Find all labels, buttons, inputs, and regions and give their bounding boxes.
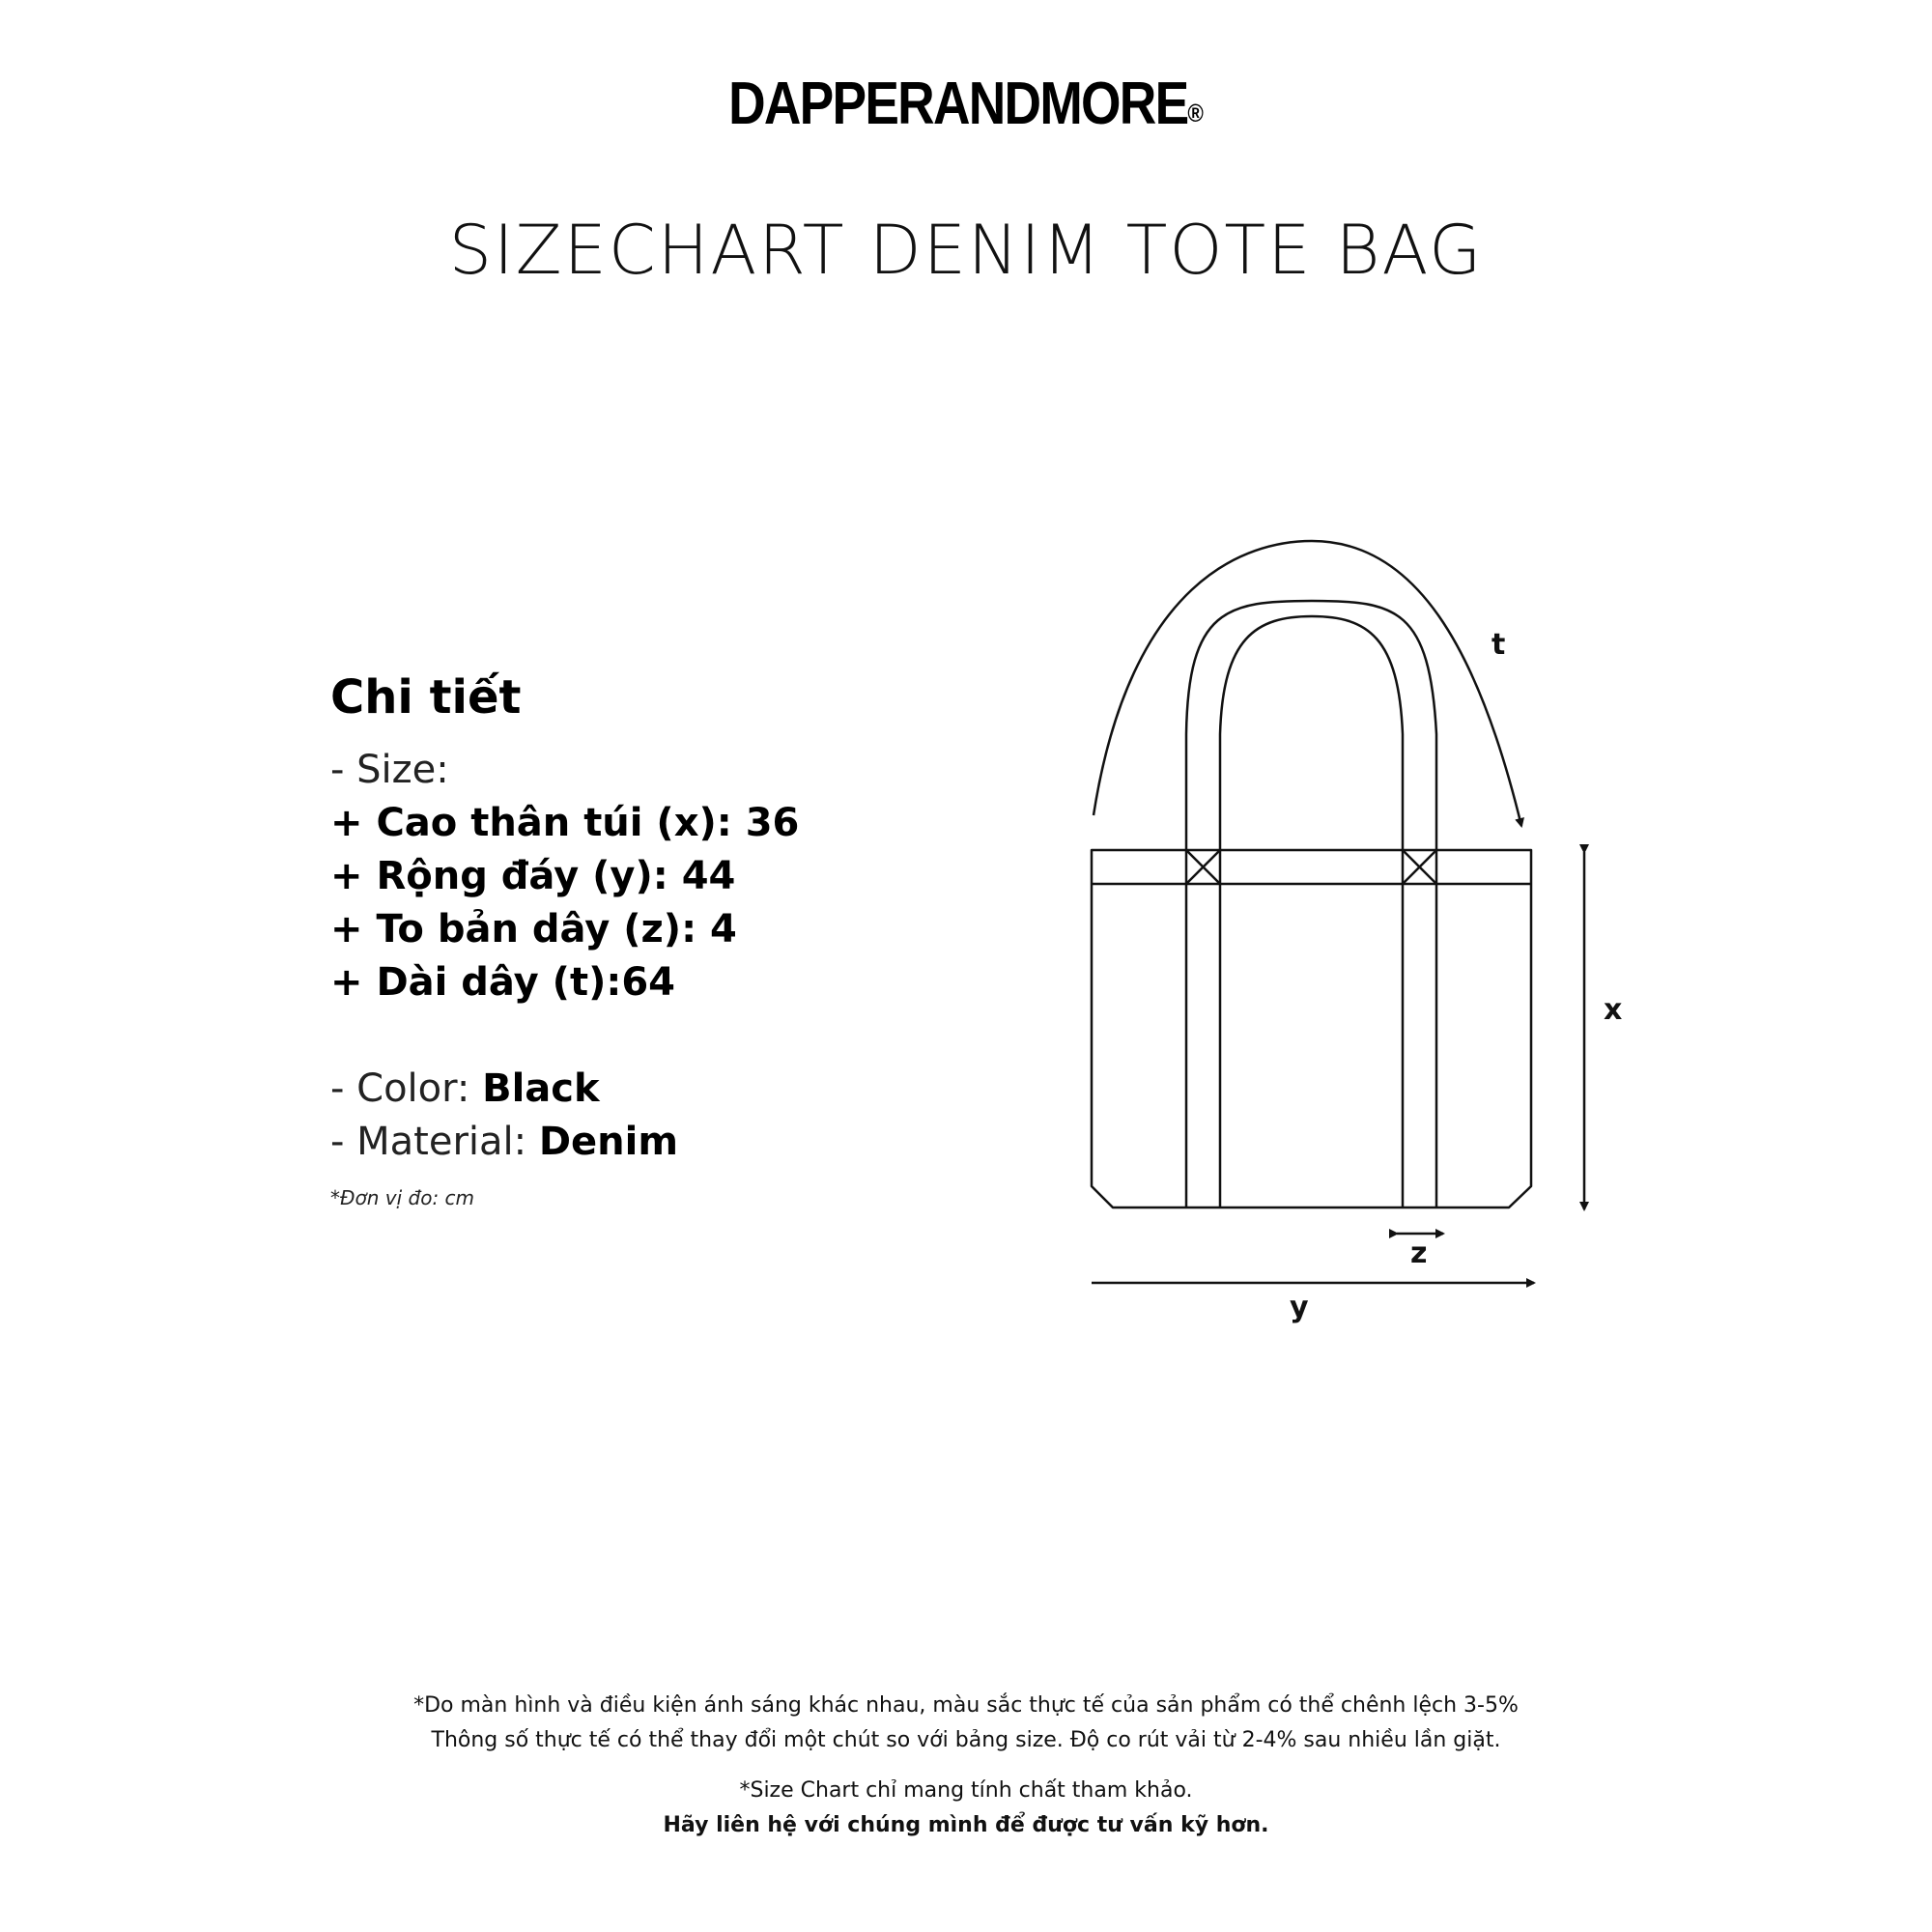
size-strap-width: + To bản dây (z): 4 [330, 907, 737, 952]
size-label: - Size: [330, 748, 449, 792]
handle-inner [1220, 616, 1403, 850]
material-row [330, 1116, 1065, 1169]
material-label: - Material: [330, 1120, 539, 1164]
size-strap-length: + Dài dây (t):64 [330, 960, 676, 1005]
color-label: - Color: [330, 1066, 483, 1111]
brand-logo [135, 70, 1797, 138]
registered-mark: ® [1187, 99, 1204, 128]
label-z: z [1410, 1236, 1428, 1270]
arrow-t [1094, 541, 1521, 826]
footer-notes [0, 1689, 1932, 1843]
footer-line-2: Thông số thực tế có thể thay đổi một chút so với bảng size. Độ co rút vải từ 2-4% sau nhiều lần giặt. [431, 1728, 1501, 1752]
label-x: x [1604, 993, 1623, 1027]
color-row [330, 1063, 1065, 1116]
brand-name: DAPPERANDMORE [728, 71, 1188, 137]
color-value: Black [482, 1066, 600, 1111]
unit-note: *Đơn vị đo: cm [330, 1186, 475, 1209]
label-t: t [1492, 628, 1506, 662]
tote-bag-diagram [1063, 531, 1681, 1333]
size-height: + Cao thân túi (x): 36 [330, 801, 800, 845]
bag-body [1092, 850, 1531, 1208]
label-y: y [1290, 1291, 1309, 1324]
page-title: SIZECHART DENIM TOTE BAG [448, 211, 1484, 290]
footer-line-1: *Do màn hình và điều kiện ánh sáng khác nhau, màu sắc thực tế của sản phẩm có thể chênh lệch 3-5% [413, 1693, 1519, 1718]
handle-outer [1186, 601, 1436, 850]
size-width: + Rộng đáy (y): 44 [330, 854, 736, 898]
details-panel [330, 670, 1065, 1209]
footer-line-4: Hãy liên hệ với chúng mình để được tư vấn kỹ hơn. [663, 1813, 1269, 1837]
footer-line-3: *Size Chart chỉ mang tính chất tham khảo. [739, 1778, 1193, 1803]
details-heading: Chi tiết [330, 670, 522, 724]
material-value: Denim [538, 1120, 679, 1164]
